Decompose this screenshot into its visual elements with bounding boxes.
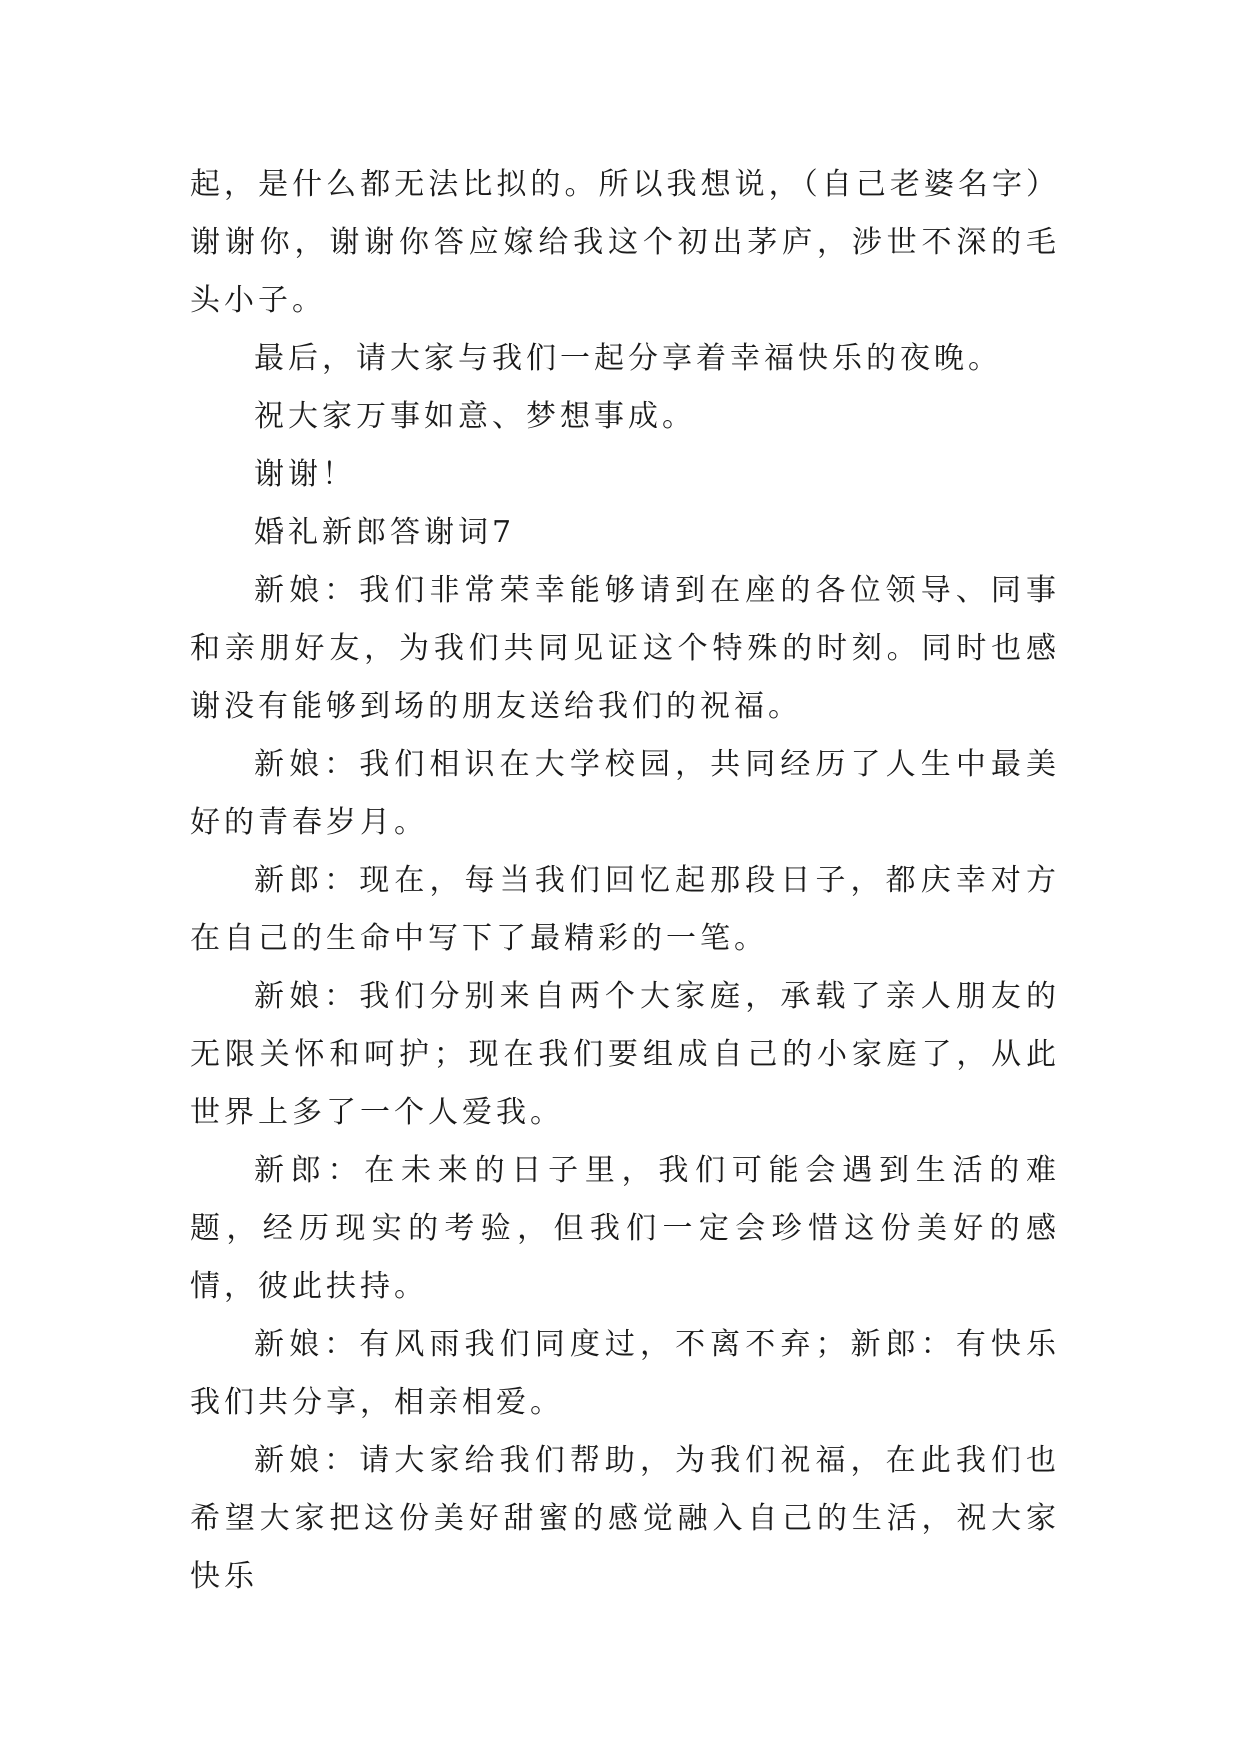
paragraph-groom-1: 新郎：现在，每当我们回忆起那段日子，都庆幸对方在自己的生命中写下了最精彩的一笔。 — [190, 863, 1060, 956]
paragraph-continuation: 起，是什么都无法比拟的。所以我想说，（自己老婆名字）谢谢你，谢谢你答应嫁给我这个初出茅庐，涉世不深的毛头小子。 — [190, 167, 1060, 318]
paragraph-groom-2: 新郎：在未来的日子里，我们可能会遇到生活的难题，经历现实的考验，但我们一定会珍惜这份美好的感情，彼此扶持。 — [190, 1153, 1060, 1304]
paragraph-bride-1: 新娘：我们非常荣幸能够请到在座的各位领导、同事和亲朋好友，为我们共同见证这个特殊的时刻。同时也感谢没有能够到场的朋友送给我们的祝福。 — [190, 573, 1060, 724]
paragraph-wishes: 祝大家万事如意、梦想事成。 — [254, 399, 696, 434]
document-body — [190, 156, 1060, 1606]
paragraph-bride-3: 新娘：我们分别来自两个大家庭，承载了亲人朋友的无限关怀和呵护；现在我们要组成自己的小家庭了，从此世界上多了一个人爱我。 — [190, 979, 1060, 1130]
section-heading: 婚礼新郎答谢词7 — [254, 515, 516, 550]
paragraph-closing: 最后，请大家与我们一起分享着幸福快乐的夜晚。 — [254, 341, 1002, 376]
paragraph-thanks: 谢谢！ — [254, 457, 356, 492]
paragraph-bride-groom: 新娘：有风雨我们同度过，不离不弃；新郎：有快乐我们共分享，相亲相爱。 — [190, 1327, 1060, 1420]
paragraph-bride-4: 新娘：请大家给我们帮助，为我们祝福，在此我们也希望大家把这份美好甜蜜的感觉融入自己的生活，祝大家快乐 — [190, 1443, 1060, 1594]
paragraph-bride-2: 新娘：我们相识在大学校园，共同经历了人生中最美好的青春岁月。 — [190, 747, 1060, 840]
